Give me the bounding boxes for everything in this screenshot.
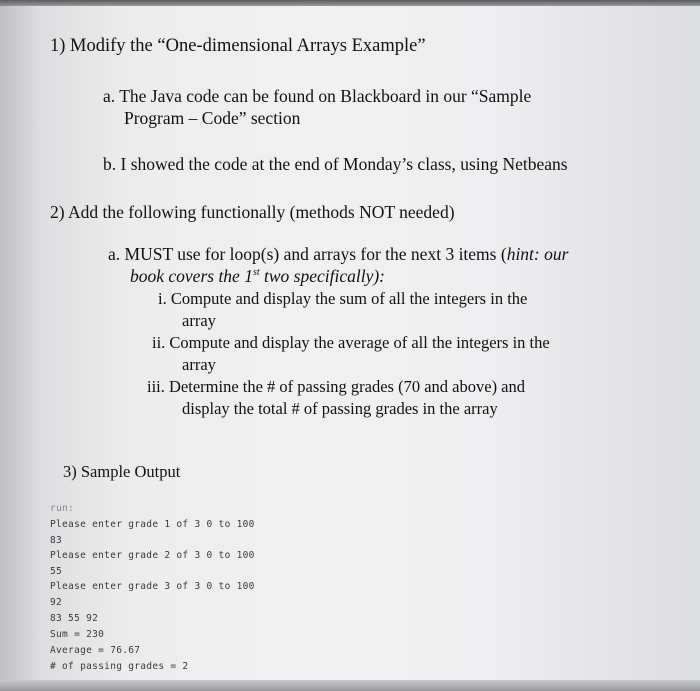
item1-heading: 1) Modify the “One-dimensional Arrays Example” (50, 36, 426, 56)
item1-a-line2: Program – Code” section (124, 108, 301, 128)
item2-iii-line1: iii. Determine the # of passing grades (70 and above) and (147, 377, 526, 396)
item2-i-line1: i. Compute and display the sum of all the integers in the (158, 289, 528, 308)
left-shadow (0, 0, 40, 691)
console-values: 83 55 92 (50, 613, 99, 624)
bottom-edge (0, 680, 700, 691)
console-passing: # of passing grades = 2 (50, 661, 189, 672)
item2-i-line2: array (182, 311, 216, 330)
console-prompt-3: Please enter grade 3 of 3 0 to 100 (50, 581, 255, 592)
item2-heading: 2) Add the following functionally (methods NOT needed) (50, 202, 455, 222)
item2-a-line1 (108, 244, 568, 265)
item1-b-line1: b. I showed the code at the end of Monday’s class, using Netbeans (103, 154, 568, 174)
item2-iii-line2: display the total # of passing grades in the array (182, 399, 498, 418)
console-prompt-1: Please enter grade 1 of 3 0 to 100 (50, 519, 255, 530)
item1-a-line1: a. The Java code can be found on Blackboard in our “Sample (103, 86, 532, 106)
item2-a-prefix: a. MUST use for loop(s) and arrays for the next 3 items ( (108, 244, 507, 264)
console-prompt-2: Please enter grade 2 of 3 0 to 100 (50, 550, 255, 561)
item2-a-line2 (130, 266, 385, 287)
console-input-3: 92 (50, 597, 63, 608)
console-sum: Sum = 230 (50, 629, 105, 640)
item2-a-line2-part2: two specifically): (259, 266, 386, 286)
item2-a-line2-sup: st (252, 267, 260, 279)
item3-heading: 3) Sample Output (63, 462, 181, 481)
item2-a-hint: hint: our (506, 244, 569, 264)
console-average: Average = 76.67 (50, 645, 141, 656)
console-run-label: run: (50, 503, 75, 514)
item2-a-line2-part1: book covers the 1 (130, 266, 253, 286)
console-input-1: 83 (50, 535, 63, 546)
console-input-2: 55 (50, 566, 63, 577)
item2-ii-line2: array (182, 355, 216, 374)
top-edge (0, 0, 700, 6)
item2-ii-line1: ii. Compute and display the average of all the integers in the (152, 333, 550, 352)
